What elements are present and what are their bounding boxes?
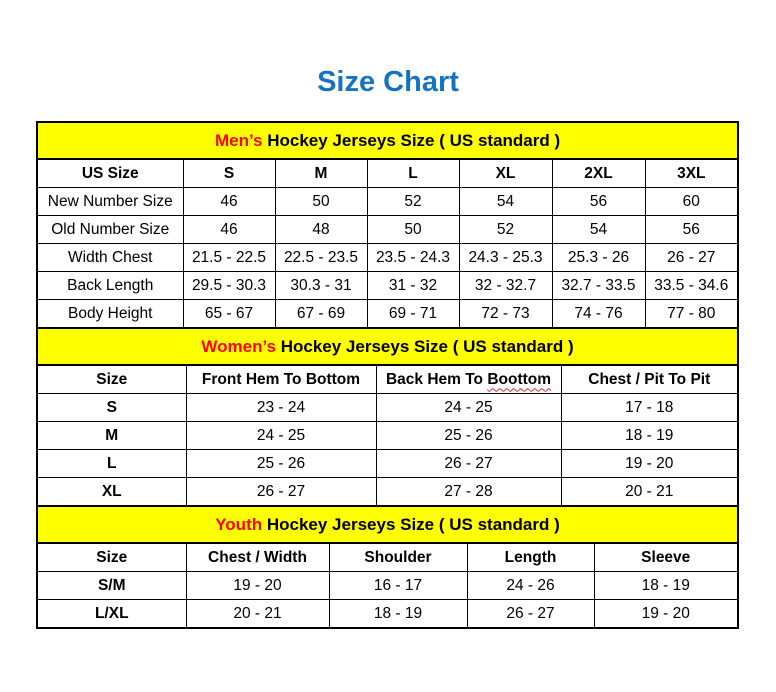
table-row (37, 300, 738, 329)
table-cell: 27 - 28 (376, 478, 561, 507)
table-row (37, 272, 738, 300)
column-header: M (275, 159, 367, 188)
column-header: Front Hem To Bottom (186, 365, 376, 394)
table-cell: 77 - 80 (645, 300, 738, 329)
table-row (37, 600, 738, 629)
mens-table-banner (37, 122, 738, 159)
table-cell: 25 - 26 (376, 422, 561, 450)
table-cell: 19 - 20 (594, 600, 738, 629)
table-cell: 20 - 21 (186, 600, 329, 629)
table-cell: 23.5 - 24.3 (367, 244, 459, 272)
table-row (37, 450, 738, 478)
table-cell: 26 - 27 (376, 450, 561, 478)
table-cell: 31 - 32 (367, 272, 459, 300)
row-label: L/XL (37, 600, 186, 629)
table-cell: 52 (367, 188, 459, 216)
row-label: Old Number Size (37, 216, 183, 244)
column-header: Chest / Pit To Pit (561, 365, 738, 394)
column-header: Size (37, 365, 186, 394)
table-cell: 48 (275, 216, 367, 244)
row-label: L (37, 450, 186, 478)
table-row (37, 394, 738, 422)
womens-banner-cell (37, 328, 738, 365)
column-header: 2XL (552, 159, 645, 188)
table-row (37, 572, 738, 600)
table-cell: 60 (645, 188, 738, 216)
back-hem-label-prefix: Back Hem To (385, 370, 488, 388)
column-header: XL (459, 159, 552, 188)
table-row (37, 188, 738, 216)
row-label: XL (37, 478, 186, 507)
table-cell: 50 (275, 188, 367, 216)
mens-size-table (36, 121, 739, 329)
table-cell: 29.5 - 30.3 (183, 272, 275, 300)
table-cell: 25 - 26 (186, 450, 376, 478)
row-label: Body Height (37, 300, 183, 329)
table-cell: 18 - 19 (329, 600, 467, 629)
row-label: S/M (37, 572, 186, 600)
table-cell: 46 (183, 188, 275, 216)
table-cell: 24 - 25 (186, 422, 376, 450)
table-row (37, 216, 738, 244)
womens-size-table (36, 327, 739, 507)
column-header: US Size (37, 159, 183, 188)
table-cell: 72 - 73 (459, 300, 552, 329)
table-row (37, 478, 738, 507)
womens-banner-highlight: Women’s (201, 336, 276, 356)
row-label: Width Chest (37, 244, 183, 272)
column-header (376, 365, 561, 394)
youth-banner-text: Hockey Jerseys Size ( US standard ) (262, 514, 560, 534)
table-cell: 46 (183, 216, 275, 244)
table-cell: 25.3 - 26 (552, 244, 645, 272)
column-header: Sleeve (594, 543, 738, 572)
table-cell: 24.3 - 25.3 (459, 244, 552, 272)
column-header: S (183, 159, 275, 188)
mens-banner-highlight: Men’s (214, 130, 263, 150)
table-cell: 18 - 19 (594, 572, 738, 600)
row-label: S (37, 394, 186, 422)
table-cell: 56 (552, 188, 645, 216)
row-label: Back Length (37, 272, 183, 300)
youth-size-table (36, 505, 739, 629)
womens-header-row (37, 365, 738, 394)
table-cell: 23 - 24 (186, 394, 376, 422)
youth-table-banner (37, 506, 738, 543)
table-cell: 54 (459, 188, 552, 216)
mens-banner-cell (37, 122, 738, 159)
table-cell: 69 - 71 (367, 300, 459, 329)
table-cell: 65 - 67 (183, 300, 275, 329)
mens-banner-text: Hockey Jerseys Size ( US standard ) (262, 130, 561, 150)
table-cell: 26 - 27 (186, 478, 376, 507)
womens-banner-text: Hockey Jerseys Size ( US standard ) (276, 336, 574, 356)
table-cell: 26 - 27 (645, 244, 738, 272)
table-cell: 26 - 27 (467, 600, 594, 629)
table-cell: 67 - 69 (275, 300, 367, 329)
table-cell: 24 - 25 (376, 394, 561, 422)
table-cell: 32.7 - 33.5 (552, 272, 645, 300)
table-cell: 56 (645, 216, 738, 244)
column-header: L (367, 159, 459, 188)
table-cell: 21.5 - 22.5 (183, 244, 275, 272)
table-cell: 20 - 21 (561, 478, 738, 507)
mens-header-row (37, 159, 738, 188)
table-cell: 17 - 18 (561, 394, 738, 422)
table-cell: 19 - 20 (186, 572, 329, 600)
table-cell: 24 - 26 (467, 572, 594, 600)
column-header: Size (37, 543, 186, 572)
womens-table-banner (37, 328, 738, 365)
table-row (37, 422, 738, 450)
row-label: New Number Size (37, 188, 183, 216)
table-cell: 18 - 19 (561, 422, 738, 450)
column-header: Chest / Width (186, 543, 329, 572)
row-label: M (37, 422, 186, 450)
table-cell: 54 (552, 216, 645, 244)
table-cell: 32 - 32.7 (459, 272, 552, 300)
size-chart-tables (36, 121, 737, 629)
table-cell: 19 - 20 (561, 450, 738, 478)
column-header: Length (467, 543, 594, 572)
table-cell: 22.5 - 23.5 (275, 244, 367, 272)
column-header: 3XL (645, 159, 738, 188)
page-title: Size Chart (317, 66, 459, 98)
youth-banner-highlight: Youth (215, 514, 263, 534)
table-cell: 52 (459, 216, 552, 244)
youth-banner-cell (37, 506, 738, 543)
table-cell: 50 (367, 216, 459, 244)
table-cell: 16 - 17 (329, 572, 467, 600)
table-row (37, 244, 738, 272)
table-cell: 74 - 76 (552, 300, 645, 329)
youth-header-row (37, 543, 738, 572)
back-hem-misspelled-word: Boottom (487, 370, 552, 388)
table-cell: 33.5 - 34.6 (645, 272, 738, 300)
table-cell: 30.3 - 31 (275, 272, 367, 300)
column-header: Shoulder (329, 543, 467, 572)
